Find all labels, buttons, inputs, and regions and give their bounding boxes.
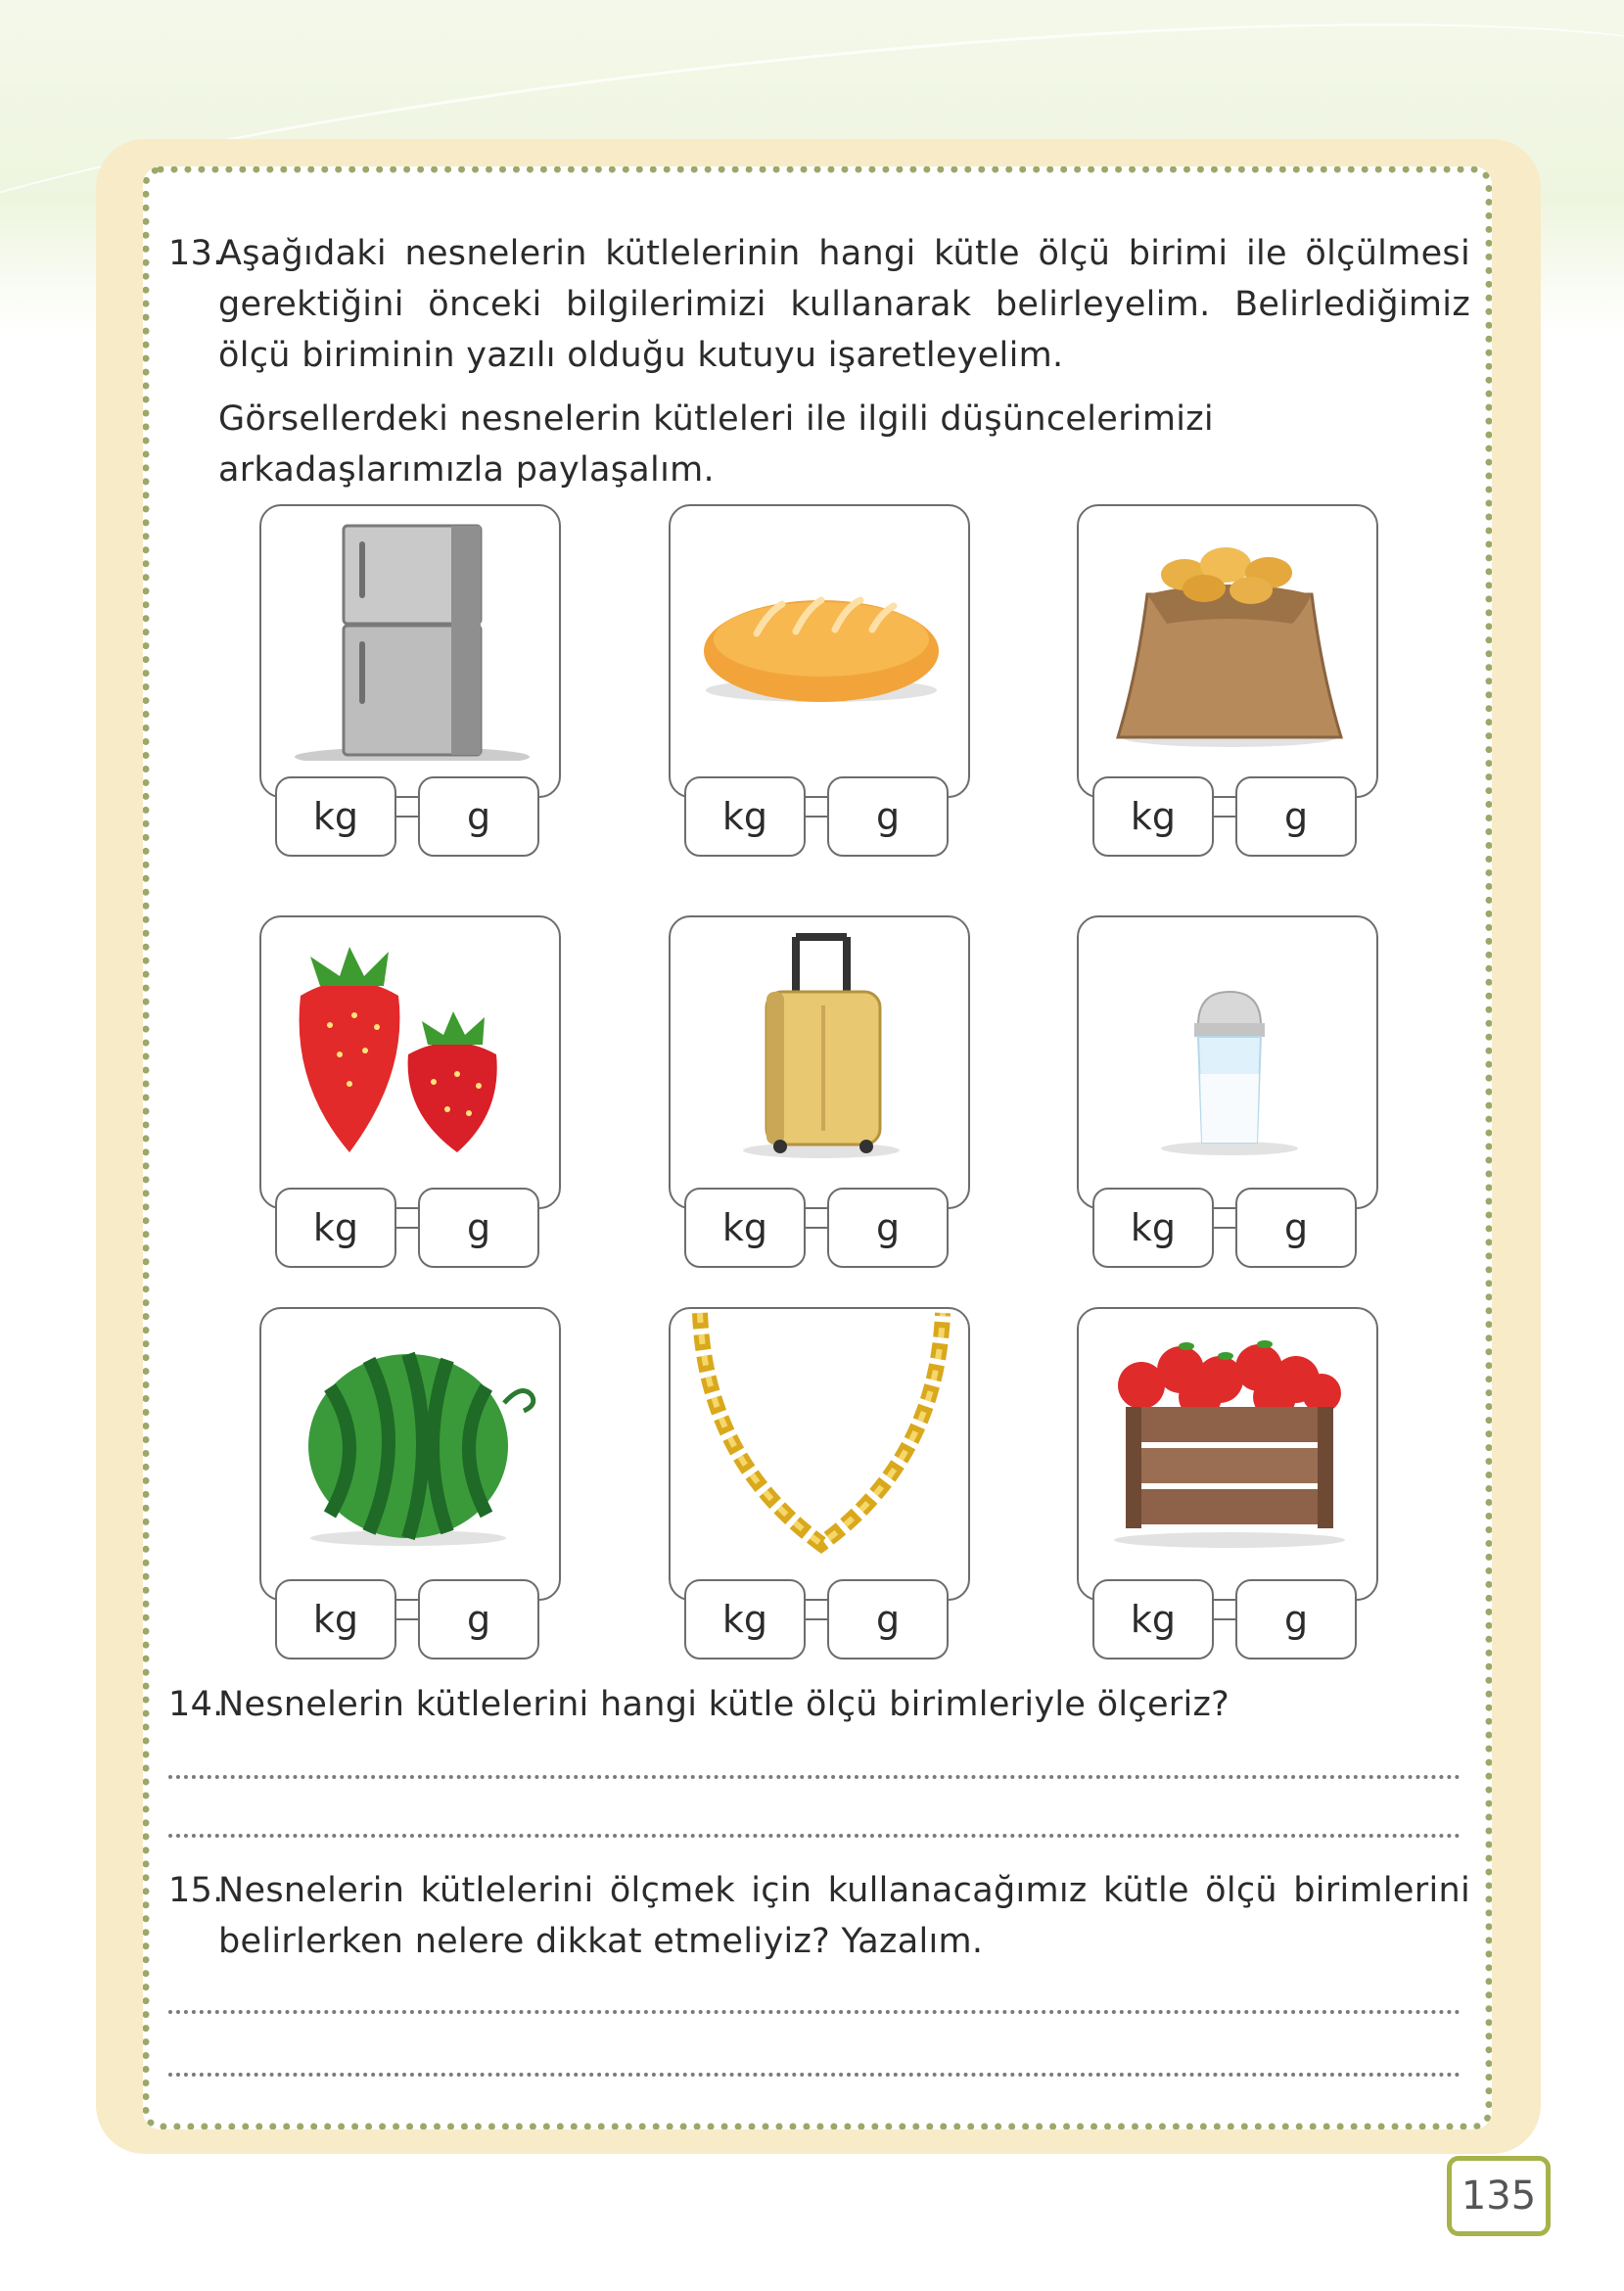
bread-kg-option[interactable]: kg [684, 776, 806, 857]
salt-shaker-kg-option[interactable]: kg [1092, 1188, 1214, 1268]
suitcase-icon [671, 917, 972, 1172]
strawberries-kg-option[interactable]: kg [275, 1188, 396, 1268]
potato-sack-g-option[interactable]: g [1235, 776, 1357, 857]
chip-connector [396, 1227, 418, 1229]
chip-connector [1214, 816, 1235, 818]
strawberries-icon [261, 917, 563, 1172]
potato-sack-kg-option[interactable]: kg [1092, 776, 1214, 857]
suitcase-g-option[interactable]: g [827, 1188, 949, 1268]
page-number: 135 [1447, 2156, 1551, 2236]
question-13-number: 13. [168, 234, 224, 273]
item-card-suitcase [669, 915, 970, 1249]
item-card-salt-shaker [1077, 915, 1378, 1249]
chip-connector [1214, 1227, 1235, 1229]
apple-crate-g-option[interactable]: g [1235, 1579, 1357, 1660]
refrigerator-g-option[interactable]: g [418, 776, 539, 857]
chip-connector [1214, 1618, 1235, 1620]
answer-line[interactable] [168, 1834, 1461, 1838]
answer-line[interactable] [168, 2010, 1461, 2014]
item-card-watermelon [259, 1307, 561, 1641]
question-15-number: 15. [168, 1871, 224, 1910]
suitcase-kg-option[interactable]: kg [684, 1188, 806, 1268]
chip-connector [806, 816, 827, 818]
refrigerator-kg-option[interactable]: kg [275, 776, 396, 857]
bread-icon [671, 506, 972, 761]
question-13 [168, 228, 1470, 381]
strawberries-g-option[interactable]: g [418, 1188, 539, 1268]
potato-sack-icon [1079, 506, 1380, 761]
answer-line[interactable] [168, 2073, 1461, 2077]
gold-chain-g-option[interactable]: g [827, 1579, 949, 1660]
refrigerator-icon [261, 506, 563, 761]
watermelon-icon [261, 1309, 563, 1564]
question-13-paragraph: Görsellerdeki nesnelerin kütleleri ile ilgili düşüncelerimizi arkadaşlarımızla paylaşalım. [218, 399, 1214, 490]
salt-shaker-g-option[interactable]: g [1235, 1188, 1357, 1268]
question-14-number: 14. [168, 1685, 224, 1724]
question-14-text: Nesnelerin kütlelerini hangi kütle ölçü birimleriyle ölçeriz? [218, 1685, 1230, 1724]
item-card-bread [669, 504, 970, 838]
chip-connector [806, 1618, 827, 1620]
gold-chain-kg-option[interactable]: kg [684, 1579, 806, 1660]
question-15 [168, 1865, 1470, 1967]
salt-shaker-icon [1079, 917, 1380, 1172]
question-14 [168, 1679, 1470, 1730]
item-card-potato-sack [1077, 504, 1378, 838]
question-13-text: Aşağıdaki nesnelerin kütlelerinin hangi kütle ölçü birimi ile ölçülmesi gerektiğini önceki bilgilerimizi kullanarak belirleyelim. Belirlediğimiz ölçü biriminin yazılı olduğu kutuyu işaretleyelim. [218, 234, 1470, 375]
apple-crate-icon [1079, 1309, 1380, 1564]
gold-chain-icon [671, 1309, 972, 1564]
item-card-refrigerator [259, 504, 561, 838]
chip-connector [806, 1227, 827, 1229]
watermelon-kg-option[interactable]: kg [275, 1579, 396, 1660]
chip-connector [396, 816, 418, 818]
apple-crate-kg-option[interactable]: kg [1092, 1579, 1214, 1660]
bread-g-option[interactable]: g [827, 776, 949, 857]
question-15-text: Nesnelerin kütlelerini ölçmek için kullanacağımız kütle ölçü birimlerini belirlerken nelere dikkat etmeliyiz? Yazalım. [218, 1871, 1470, 1961]
item-card-gold-chain [669, 1307, 970, 1641]
chip-connector [396, 1618, 418, 1620]
item-card-apple-crate [1077, 1307, 1378, 1641]
answer-line[interactable] [168, 1775, 1461, 1779]
watermelon-g-option[interactable]: g [418, 1579, 539, 1660]
item-card-strawberries [259, 915, 561, 1249]
